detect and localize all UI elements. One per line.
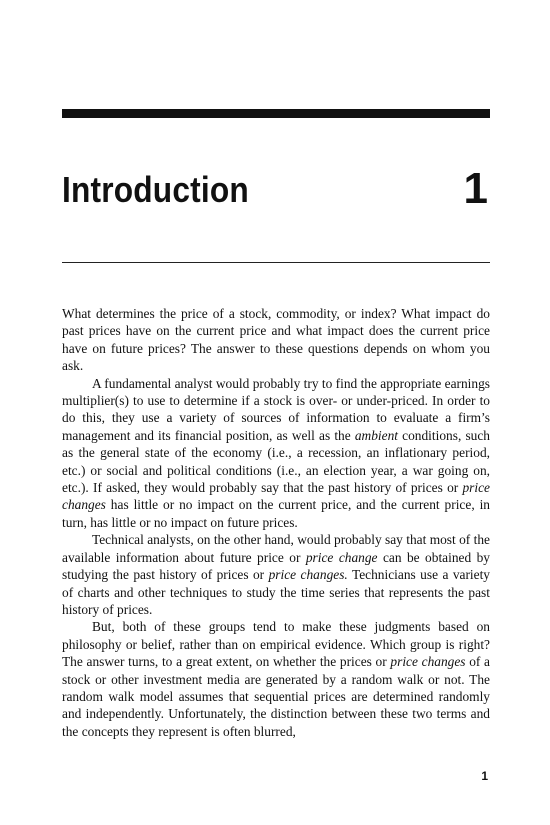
chapter-divider-rule: [62, 262, 490, 263]
italic-term: price changes.: [268, 567, 348, 583]
text-run: But, both of these groups tend to make these judgments based on philosophy or belief, rather than on empirical evidence. Which group is right? The answer turns, to a great extent, on whether the prices or: [62, 619, 490, 670]
italic-term: price changes: [62, 480, 490, 513]
paragraph: [62, 531, 490, 618]
chapter-top-rule: [62, 109, 490, 118]
paragraph: [62, 305, 490, 375]
text-run: A fundamental analyst would probably try to find the appropriate earnings multiplier(s) to use to determine if a stock is over- or under-priced. In order to do this, they use a variety of sources of information to evaluate a firm’s management and its financial position, as well as the: [62, 375, 490, 443]
text-run: Technical analysts, on the other hand, would probably say that most of the available information about future price or: [62, 532, 490, 565]
paragraph: [62, 375, 490, 532]
page-number: 1: [481, 769, 488, 783]
text-run: can be obtained by studying the past history of prices or: [62, 549, 490, 583]
chapter-title: Introduction: [62, 169, 249, 210]
body-text: [62, 305, 490, 740]
text-run: of a stock or other investment media are generated by a random walk or not. The random walk model assumes that sequential prices are determined randomly and independently. Unfortunately, the distinction between these two terms and the concepts they represent is often blurred,: [62, 654, 491, 739]
text-run: What determines the price of a stock, commodity, or index? What impact do past prices have on the current price and what impact does the current price have on future prices? The answer to these questions depends on whom you ask.: [62, 306, 490, 374]
italic-term: price changes: [390, 654, 466, 670]
italic-term: price change: [305, 549, 378, 565]
chapter-number: 1: [463, 164, 488, 213]
text-run: Technicians use a variety of charts and other techniques to study the time series that represents the past history of prices.: [62, 567, 491, 617]
paragraph: [62, 618, 490, 740]
italic-term: ambient: [354, 427, 398, 443]
text-run: has little or no impact on the current price, and the current price, in turn, has little or no impact on future prices.: [62, 497, 490, 530]
text-run: conditions, such as the general state of the economy (i.e., a recession, an inflationary period, etc.) or social and political conditions (i.e., an election year, a war going on, etc.). If asked, they would probably say that the past history of prices or: [62, 427, 490, 496]
